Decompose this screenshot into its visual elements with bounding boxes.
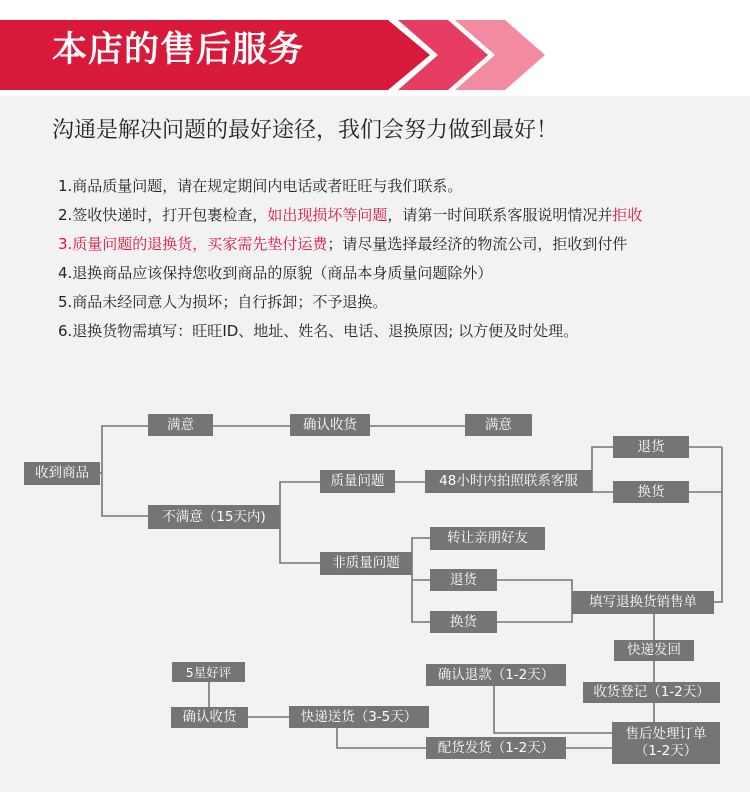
rule-text: 5.商品未经同意人为损坏；自行拆卸；不予退换。 bbox=[58, 293, 388, 311]
flow-node-confirm-refund: 确认退款（1-2天） bbox=[426, 664, 566, 686]
rules-list bbox=[58, 172, 738, 346]
flow-node-quality-issue: 质量问题 bbox=[320, 470, 395, 493]
rule-item bbox=[58, 172, 738, 201]
connector-line bbox=[497, 602, 572, 622]
connector-line bbox=[412, 563, 430, 622]
rule-item bbox=[58, 201, 738, 230]
rule-item bbox=[58, 259, 738, 288]
connector-line bbox=[592, 447, 613, 482]
flow-node-return: 退货 bbox=[613, 436, 689, 458]
flow-node-exchange-2: 换货 bbox=[430, 611, 497, 633]
flow-node-exchange: 换货 bbox=[613, 481, 689, 503]
rule-text: ；请尽量选择最经济的物流公司，拒收到付件 bbox=[327, 235, 628, 253]
connector-line bbox=[280, 482, 320, 516]
banner-title: 本店的售后服务 bbox=[52, 30, 305, 70]
flow-node-photo-contact: 48小时内拍照联系客服 bbox=[425, 470, 592, 493]
flow-node-fill-form: 填写退换货销售单 bbox=[572, 591, 714, 614]
connector-line bbox=[280, 516, 320, 563]
connector-line bbox=[497, 580, 572, 602]
flow-node-confirm-receipt: 确认收货 bbox=[290, 414, 370, 436]
rule-text: 4.退换商品应该保持您收到商品的原貌（商品本身质量问题除外） bbox=[58, 264, 493, 282]
flow-node-satisfied-end: 满意 bbox=[465, 414, 532, 436]
flow-node-non-quality: 非质量问题 bbox=[320, 552, 412, 575]
flow-node-receive: 收到商品 bbox=[24, 462, 100, 485]
flow-node-receipt-register: 收货登记（1-2天） bbox=[583, 682, 720, 703]
flow-node-aftersale bbox=[612, 722, 720, 764]
connector-line bbox=[592, 482, 613, 492]
connector-line bbox=[337, 727, 426, 748]
flow-node-transfer-friend: 转让亲朋好友 bbox=[430, 527, 545, 550]
flow-node-ship-dispatch: 配货发货（1-2天） bbox=[426, 737, 566, 759]
flow-node-confirm-receipt-2: 确认收货 bbox=[171, 707, 248, 728]
rule-item bbox=[58, 230, 738, 259]
rule-highlight: 拒收 bbox=[612, 206, 643, 224]
connector-line bbox=[102, 426, 148, 473]
rule-text: 6.退换货物需填写：旺旺ID、地址、姓名、电话、退换原因; 以方便及时处理。 bbox=[58, 322, 579, 340]
flow-node-aftersale-line1: 售后处理订单 bbox=[625, 726, 707, 742]
flow-node-satisfied: 满意 bbox=[148, 414, 213, 436]
flow-node-unsatisfied: 不满意（15天内) bbox=[148, 505, 280, 529]
rule-highlight: 3.质量问题的退换货，买家需先垫付运费 bbox=[58, 235, 328, 253]
rule-text: 2.签收快递时，打开包裹检查， bbox=[58, 206, 268, 224]
connector-line bbox=[412, 538, 430, 563]
rule-text: ，请第一时间联系客服说明情况并 bbox=[387, 206, 613, 224]
rule-item bbox=[58, 317, 738, 346]
rule-text: 1.商品质量问题，请在规定期间内电话或者旺旺与我们联系。 bbox=[58, 177, 463, 195]
rule-highlight: 如出现损坏等问题 bbox=[267, 206, 388, 224]
flow-node-return-2: 退货 bbox=[430, 569, 497, 591]
connector-line bbox=[714, 447, 722, 602]
flow-node-express-delivery: 快递送货（3-5天） bbox=[289, 706, 429, 728]
rule-item bbox=[58, 288, 738, 317]
connector-line bbox=[102, 473, 148, 516]
flow-node-express-return: 快递发回 bbox=[614, 640, 694, 661]
flow-node-aftersale-line2: （1-2天） bbox=[634, 743, 698, 759]
flow-node-five-star: 5星好评 bbox=[172, 662, 245, 682]
slogan: 沟通是解决问题的最好途径，我们会努力做到最好！ bbox=[52, 118, 559, 143]
